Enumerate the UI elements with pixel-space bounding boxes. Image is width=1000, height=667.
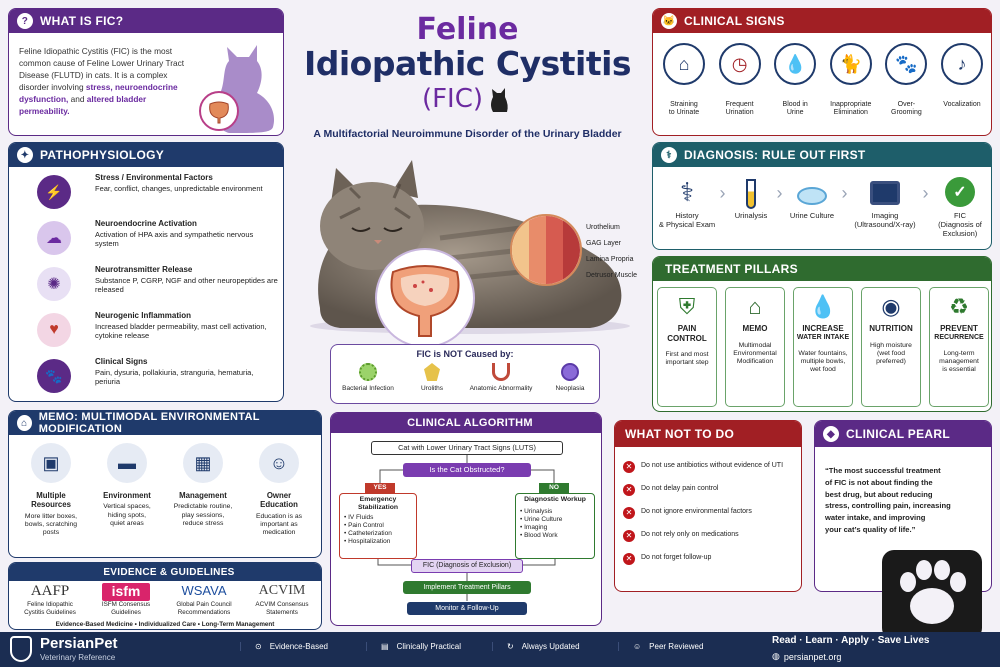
evidence-logos	[13, 583, 319, 616]
no-item: • Blood Work	[520, 531, 558, 539]
memo-environment: ▬ Environment Vertical spaces, hiding spots, quiet areas	[91, 443, 163, 537]
logo-isfm: isfm ISFM Consensus Guidelines	[101, 583, 151, 616]
diag-imaging: Imaging (Ultrasound/X-ray)	[850, 177, 920, 229]
title-line3: (FIC)	[421, 83, 484, 114]
not-caused-list	[337, 363, 595, 393]
x-circle-icon: ✕	[623, 530, 635, 542]
cat-sitting-icon	[487, 85, 513, 113]
recycle-icon: ♻	[949, 294, 969, 319]
diag-history: ⚕ History & Physical Exam	[658, 177, 716, 229]
not-caused-panel	[330, 344, 600, 404]
algo-no-box: Diagnostic Workup • Urinalysis • Urine Culture • Imaging • Blood Work	[515, 493, 595, 559]
stethoscope-icon: ⚕	[679, 177, 695, 207]
refresh-icon: ↻	[507, 642, 514, 651]
treatment-list	[657, 287, 989, 407]
x-circle-icon: ✕	[623, 553, 635, 565]
ultrasound-monitor-icon	[870, 181, 900, 205]
badge-evidence: ⊙ Evidence-Based	[240, 642, 366, 651]
chevron-right-icon: ›	[776, 183, 783, 203]
badge-reviewed: ☺ Peer Reviewed	[618, 642, 744, 651]
stressed-cat-icon: ⚡	[37, 175, 71, 209]
sign-frequent: ◷ Frequent Urination	[713, 43, 767, 118]
algo-implement: Implement Treatment Pillars	[403, 581, 531, 594]
water-drop-icon: 💧	[809, 294, 837, 319]
logo-aafp: AAFP Feline Idiopathic Cystitis Guidelines	[24, 583, 76, 616]
no-item: • Urine Culture	[520, 515, 563, 523]
title-line2: Idiopathic Cystitis	[303, 44, 632, 83]
algo-question: Is the Cat Obstructed?	[403, 463, 531, 477]
algo-no-label: NO	[539, 483, 569, 493]
pillar-pain: ⛨ PAIN CONTROL First and most important step	[657, 287, 717, 407]
patho-step: ✺ Neurotransmitter Release Substance P, CGRP, NGF and other neuropeptides are released	[17, 265, 279, 311]
food-bowl-icon: ◉	[881, 294, 901, 319]
footer-url-row	[772, 651, 841, 662]
layer-lamina-propria: Lamina Propria	[586, 256, 634, 263]
what-not-header: WHAT NOT TO DO	[615, 421, 801, 447]
question-icon: ?	[17, 13, 33, 29]
layer-detrusor: Detrusor Muscle	[586, 272, 637, 279]
x-circle-icon: ✕	[623, 484, 635, 496]
bladder-icon	[199, 91, 239, 131]
not-caused-item: Anatomic Abnormality	[465, 363, 537, 393]
not-do-item: ✕ Do not rely only on medications	[623, 524, 799, 547]
yes-item: • Catheterization	[344, 529, 392, 537]
litterbox-icon: ⌂	[663, 43, 705, 85]
not-do-item: ✕ Do not forget follow-up	[623, 547, 799, 570]
layer-urothelium: Urothelium	[586, 224, 620, 231]
sign-grooming: 🐾 Over- Grooming	[879, 43, 933, 118]
house-small-icon: ⌂	[17, 415, 32, 431]
diagnosis-steps	[657, 177, 989, 238]
diag-fic: ✓ FIC (Diagnosis of Exclusion)	[931, 177, 989, 238]
bacteria-icon	[359, 363, 377, 381]
memo-header: ⌂ MEMO: MULTIMODAL ENVIRONMENTAL MODIFICATION	[9, 411, 321, 435]
chevron-right-icon: ›	[841, 183, 848, 203]
memo-resources: ▣ Multiple Resources More litter boxes, bowls, scratching posts	[15, 443, 87, 537]
inflamed-bladder-icon: ♥	[37, 313, 71, 347]
patho-step: 🐾 Clinical Signs Pain, dysuria, pollakiuria, stranguria, hematuria, periuria	[17, 357, 279, 402]
brand-name: PersianPet	[40, 635, 118, 652]
what-not-list	[623, 455, 799, 570]
layer-gag: GAG Layer	[586, 240, 622, 247]
yes-item: • IV Fluids	[344, 514, 374, 522]
bladder-crosssection-circle	[375, 248, 475, 348]
diamond-icon: ◆	[823, 426, 839, 442]
title-line1: Feline	[416, 12, 519, 47]
blood-drop-icon: 💧	[774, 43, 816, 85]
clinical-pearl-header: ◆ CLINICAL PEARL	[815, 421, 991, 447]
badge-practical: ▤ Clinically Practical	[366, 642, 492, 651]
globe-icon: ◍	[772, 651, 780, 661]
footer-slogan: Read · Learn · Apply · Save Lives	[772, 635, 930, 646]
no-item: • Urinalysis	[520, 508, 553, 516]
memo-list	[15, 443, 315, 537]
title-block	[290, 8, 645, 148]
brand-tag: Veterinary Reference	[40, 653, 116, 662]
sign-elimination: 🐈 Inappropriate Elimination	[824, 43, 878, 118]
evidence-footer: Evidence-Based Medicine • Individualized Care • Long-Term Management	[55, 621, 275, 628]
pillar-memo: ⌂ MEMO Multimodal Environmental Modification	[725, 287, 785, 407]
algorithm-header: CLINICAL ALGORITHM	[331, 413, 601, 433]
algo-yes-label: YES	[365, 483, 395, 493]
calendar-icon: ▦	[183, 443, 223, 483]
people-icon: ☺	[633, 642, 642, 651]
cat-squat-icon: 🐈	[830, 43, 872, 85]
not-caused-item: Uroliths	[407, 363, 457, 393]
not-caused-item: Bacterial Infection	[337, 363, 399, 393]
check-badge-icon: ⊙	[255, 642, 262, 651]
house-icon: ⌂	[748, 294, 762, 319]
cat-meow-icon: ♪	[941, 43, 983, 85]
algo-monitor: Monitor & Follow-Up	[407, 602, 527, 615]
yes-item: • Pain Control	[344, 522, 384, 530]
patho-step: ⚡ Stress / Environmental Factors Fear, conflict, changes, unpredictable environment	[17, 173, 279, 219]
patho-step: ☁ Neuroendocrine Activation Activation of HPA axis and sympathetic nervous system	[17, 219, 279, 265]
evidence-panel	[8, 562, 322, 630]
sign-blood: 💧 Blood in Urine	[768, 43, 822, 118]
what-not-panel	[614, 420, 802, 592]
memo-panel	[8, 410, 322, 558]
logo-wsava: WSAVA Global Pain Council Recommendations	[176, 583, 232, 616]
pathophysiology-panel	[8, 142, 284, 402]
urolith-icon	[424, 363, 440, 381]
not-do-item: ✕ Do not delay pain control	[623, 478, 799, 501]
brain-icon: ✦	[17, 147, 33, 163]
neuron-icon: ✺	[37, 267, 71, 301]
pathophysiology-header: ✦ PATHOPHYSIOLOGY	[9, 143, 283, 167]
pillar-nutrition: ◉ NUTRITION High moisture (wet food preferred)	[861, 287, 921, 407]
what-is-fic-header: ? WHAT IS FIC?	[9, 9, 283, 33]
paw-icon	[872, 544, 992, 644]
check-circle-icon: ✓	[945, 177, 975, 207]
chevron-right-icon: ›	[719, 183, 726, 203]
title-line3-row	[290, 84, 645, 114]
footer-bar	[0, 632, 1000, 667]
what-is-fic-panel	[8, 8, 284, 136]
not-caused-item: Neoplasia	[545, 363, 595, 393]
not-caused-title: FIC is NOT Caused by:	[416, 349, 514, 359]
memo-owner: ☺ Owner Education Education is as important as medication	[243, 443, 315, 537]
cat-head-icon: 🐱	[661, 13, 677, 29]
logo-acvim: ACVIM ACVIM Consensus Statements	[255, 583, 309, 616]
treatment-panel	[652, 256, 992, 412]
sign-straining: ⌂ Straining to Urinate	[657, 43, 711, 118]
signs-list	[657, 43, 989, 118]
algo-connectors	[331, 413, 602, 626]
petri-dish-icon	[797, 187, 827, 205]
sign-vocal: ♪ Vocalization	[935, 43, 989, 118]
what-is-fic-text: Feline Idiopathic Cystitis (FIC) is the most common cause of Feline Lower Urinary Tract Disease (FLUTD) in cats. It is a complex disorder involving stress, neuroendocrine dysfunction, and altered bladder permeability.	[19, 46, 185, 117]
not-do-item: ✕ Do not use antibiotics without evidence of UTI	[623, 455, 799, 478]
pillar-water: 💧 INCREASE WATER INTAKE Water fountains, multiple bowls, wet food	[793, 287, 853, 407]
footer-badges	[240, 642, 744, 651]
subtitle: A Multifactorial Neuroimmune Disorder of the Urinary Bladder	[313, 127, 622, 140]
not-do-item: ✕ Do not ignore environmental factors	[623, 501, 799, 524]
clock-icon: ◷	[719, 43, 761, 85]
cat-grooming-icon: 🐾	[885, 43, 927, 85]
diag-urinalysis: Urinalysis	[728, 177, 774, 220]
pillar-prevent: ♻ PREVENT RECURRENCE Long-term management is essential	[929, 287, 989, 407]
chevron-right-icon: ›	[922, 183, 929, 203]
sofa-icon: ▬	[107, 443, 147, 483]
patho-steps	[17, 173, 279, 402]
memo-management: ▦ Management Predictable routine, play sessions, reduce stress	[167, 443, 239, 537]
clinical-signs-panel	[652, 8, 992, 136]
owner-cat-icon: ☺	[259, 443, 299, 483]
treatment-header: TREATMENT PILLARS	[653, 257, 991, 281]
algorithm-panel	[330, 412, 602, 626]
algo-fic: FIC (Diagnosis of Exclusion)	[411, 559, 523, 573]
bladder-layer-labels	[586, 224, 656, 288]
algo-start: Cat with Lower Urinary Tract Signs (LUTS)	[371, 441, 563, 455]
neoplasia-icon	[561, 363, 579, 381]
footer-url[interactable]: persianpet.org	[783, 651, 842, 662]
shield-check-icon: ⛨	[678, 294, 696, 319]
diagnosis-panel	[652, 142, 992, 250]
anatomy-icon	[492, 363, 510, 381]
diagnosis-header: ⚕ DIAGNOSIS: RULE OUT FIRST	[653, 143, 991, 167]
bladder-wall-zoom	[510, 214, 582, 286]
stethoscope-header-icon: ⚕	[661, 147, 677, 163]
evidence-header: EVIDENCE & GUIDELINES	[9, 563, 321, 581]
litter-box-icon: ▣	[31, 443, 71, 483]
algo-yes-box: Emergency Stabilization • IV Fluids • Pain Control • Catheterization • Hospitalization	[339, 493, 417, 559]
brain-step-icon: ☁	[37, 221, 71, 255]
diag-culture: Urine Culture	[785, 177, 839, 220]
badge-updated: ↻ Always Updated	[492, 642, 618, 651]
x-circle-icon: ✕	[623, 507, 635, 519]
cat-signs-icon: 🐾	[37, 359, 71, 393]
patho-step: ♥ Neurogenic Inflammation Increased bladder permeability, mast cell activation, cytokine release	[17, 311, 279, 357]
x-circle-icon: ✕	[623, 461, 635, 473]
pearl-quote: “The most successful treatment of FIC is not about finding the best drug, but about reducing stress, controlling pain, increasing water intake, and improving your cat’s quality of life.”	[825, 466, 951, 534]
clinical-signs-header: 🐱 CLINICAL SIGNS	[653, 9, 991, 33]
no-item: • Imaging	[520, 523, 548, 531]
test-tube-icon	[746, 179, 756, 209]
shield-logo-icon	[10, 636, 32, 662]
clipboard-icon: ▤	[381, 642, 389, 651]
yes-item: • Hospitalization	[344, 537, 391, 545]
